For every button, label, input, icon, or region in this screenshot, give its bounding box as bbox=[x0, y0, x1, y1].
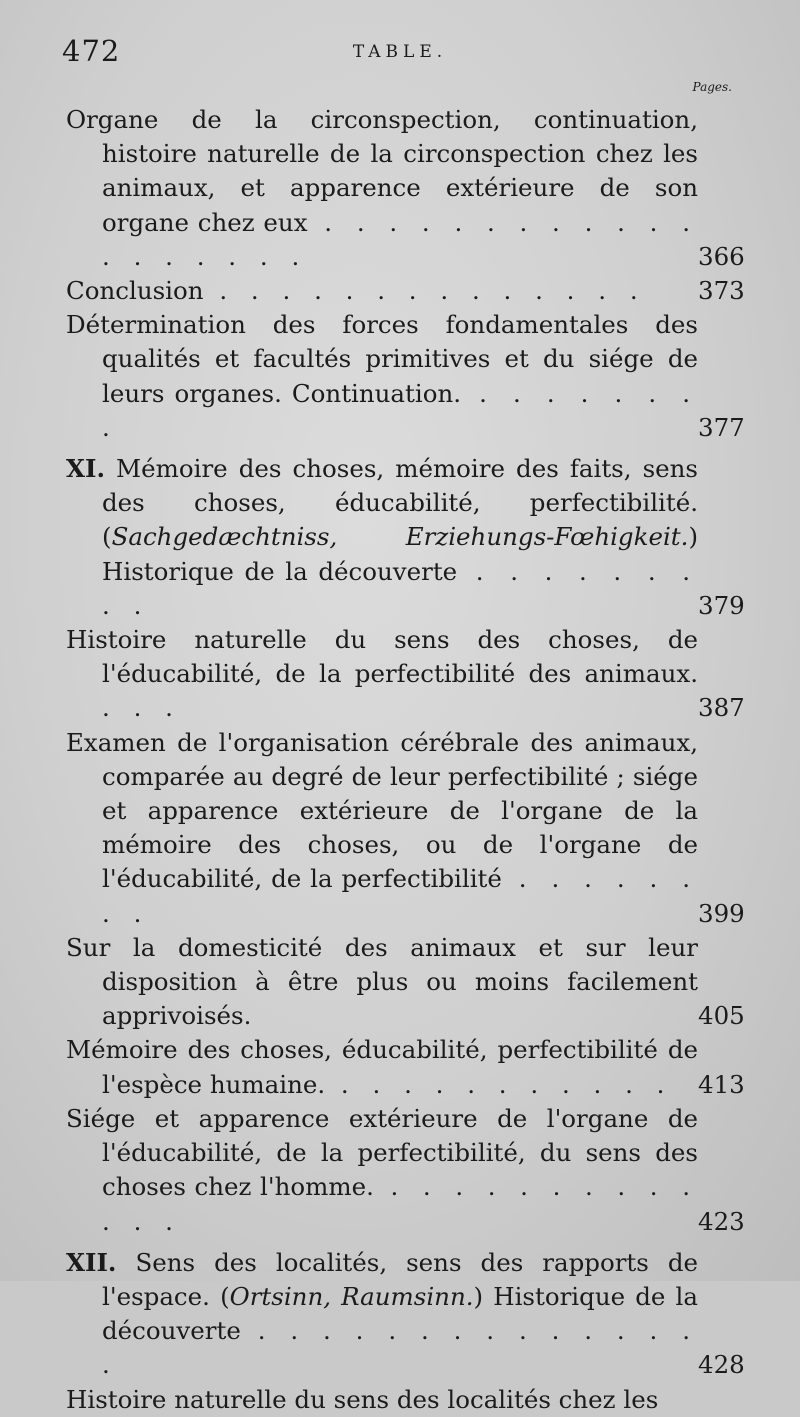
dot-leaders: . . . . . . . . . . . . . . . bbox=[102, 1316, 698, 1380]
toc-entry bbox=[66, 931, 745, 1034]
entry-text: Organe de la circonspection, continuation, histoire naturelle de la circonspection chez les animaux, et apparence extérieure de son organe chez eux bbox=[66, 105, 698, 237]
pages-column-heading: Pages. bbox=[692, 80, 732, 94]
toc-entry bbox=[66, 308, 745, 445]
entry-text: Conclusion bbox=[66, 276, 204, 306]
page-number: 472 bbox=[62, 34, 121, 68]
entry-page-number: 413 bbox=[698, 1069, 745, 1099]
dot-leaders: . . . . . . . . . . . bbox=[325, 1069, 673, 1099]
toc-entry bbox=[66, 1102, 745, 1239]
entry-text: Détermination des forces fondamentales des qualités et facultés primitives et du siége de leurs organes. Continuation. bbox=[66, 310, 698, 408]
dot-leaders: . . . . . . . . bbox=[102, 864, 698, 928]
entry-text: Siége et apparence extérieure de l'organe de l'éducabilité, de la perfectibilité, du sens des choses chez l'homme. bbox=[66, 1103, 698, 1202]
entry-text-continued: ) Historique de la découverte bbox=[102, 1281, 698, 1346]
dot-leaders: . . . . . . . . . . . . . bbox=[102, 1172, 698, 1236]
toc-entry bbox=[66, 1033, 745, 1101]
entry-page-number: 387 bbox=[698, 693, 745, 723]
page-header bbox=[0, 30, 800, 80]
toc-entry bbox=[66, 452, 745, 623]
toc-entry bbox=[66, 103, 745, 274]
entry-text: Examen de l'organisation cérébrale des animaux, comparée au degré de leur perfectibilité ; siége et apparence extérieure de l'organe de la mémoire des choses, ou de l'organe de l'éducabilité, de la perfectibilité bbox=[66, 727, 698, 894]
dot-leaders: . . . bbox=[102, 693, 181, 723]
entry-text: Sens des localités, sens des rapports de l'espace. ( bbox=[102, 1247, 698, 1311]
entry-page-number: 405 bbox=[698, 1001, 745, 1031]
toc-entry bbox=[66, 726, 745, 931]
entry-page-number: 423 bbox=[698, 1206, 745, 1236]
german-term: Sachgedæchtniss, Erziehungs-Fœhigkeit. bbox=[111, 522, 689, 552]
entry-text: Histoire naturelle du sens des choses, de l'éducabilité, de la perfectibilité des animaux. bbox=[66, 625, 698, 689]
toc-entry bbox=[66, 1246, 745, 1383]
german-term: Ortsinn, Raumsinn. bbox=[229, 1281, 474, 1311]
entry-page-number: 366 bbox=[698, 241, 745, 271]
dot-leaders: . . . . . . . . . . . . . . bbox=[203, 276, 646, 306]
entry-text: Mémoire des choses, éducabilité, perfectibilité de l'espèce humaine. bbox=[66, 1035, 698, 1099]
toc-entry bbox=[66, 274, 745, 308]
entry-page-number: 379 bbox=[698, 590, 745, 620]
entry-page-number: 373 bbox=[698, 276, 745, 306]
entry-text: Histoire naturelle du sens des localités chez les bbox=[66, 1384, 659, 1414]
entry-text-continued: ) Historique de la découverte bbox=[102, 522, 698, 586]
dot-leaders: . . . . . . . . . bbox=[102, 556, 699, 620]
entry-page-number: 377 bbox=[698, 412, 745, 442]
table-of-contents bbox=[66, 103, 745, 1417]
dot-leaders: . . . . . . . . bbox=[102, 378, 699, 442]
dot-leaders: . . . . . . . . . . . . . . . . . . . bbox=[102, 207, 698, 271]
entry-text: Mémoire des choses, mémoire des faits, sens des choses, éducabilité, perfectibilité. ( bbox=[102, 454, 698, 552]
section-numeral: XI. bbox=[66, 454, 105, 484]
toc-entry bbox=[66, 1383, 742, 1417]
toc-entry bbox=[66, 623, 745, 726]
entry-page-number: 399 bbox=[698, 898, 745, 928]
section-numeral: XII. bbox=[66, 1247, 117, 1277]
entry-text: Sur la domesticité des animaux et sur leur disposition à être plus ou moins facilement apprivoisés. bbox=[66, 932, 698, 1031]
running-title: TABLE. bbox=[352, 42, 448, 62]
entry-page-number: 428 bbox=[698, 1350, 745, 1380]
